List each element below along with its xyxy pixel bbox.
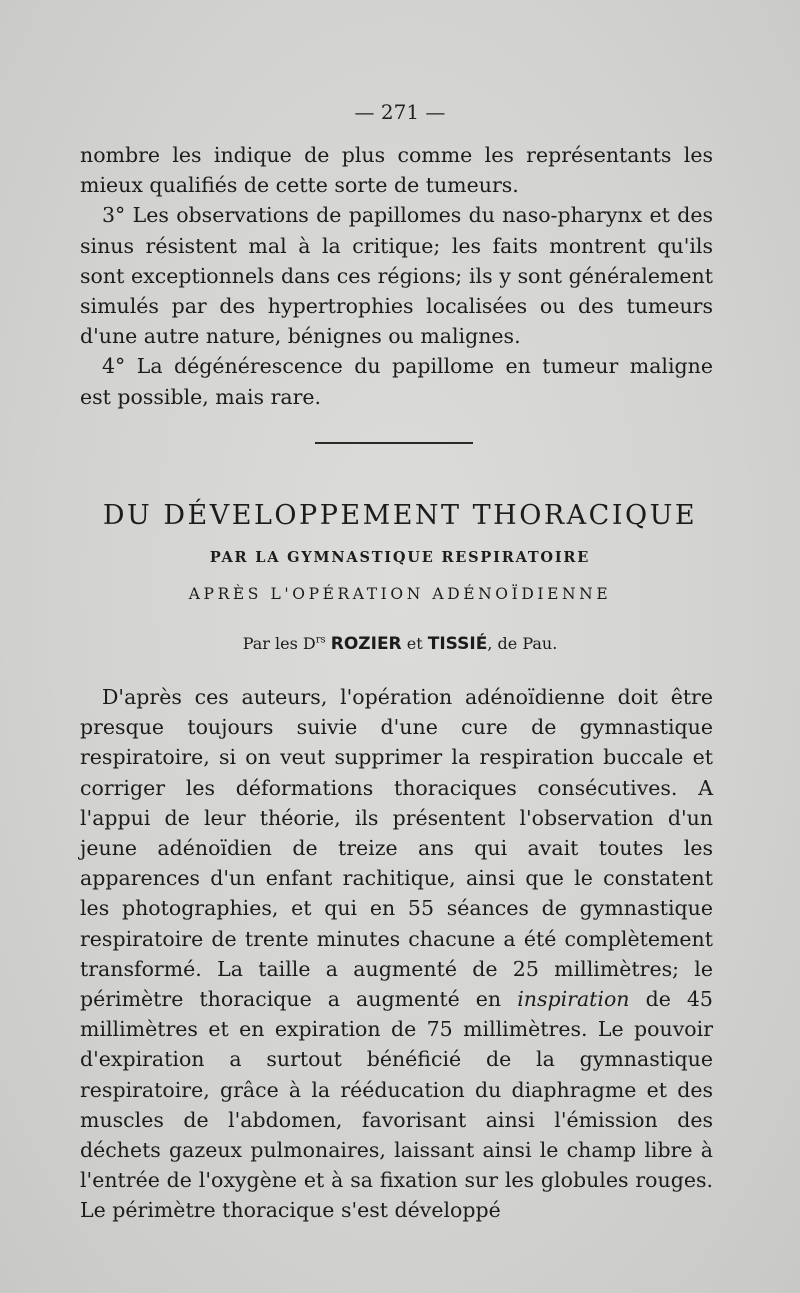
article-paragraph <box>80 682 713 1226</box>
author-2: TISSIÉ <box>427 634 488 654</box>
article-byline <box>0 634 800 654</box>
body-part-1: D'après ces auteurs, l'opération adénoïdienne doit être presque toujours suivie d'une cure de gymnastique respiratoire, si on veut supprimer la respiration buccale et corriger les déformations thoraciques consécutives. A l'appui de leur théorie, ils présentent l'observation d'un jeune adénoïdien de treize ans qui avait toutes les apparences d'un enfant rachitique, ainsi que le constatent les photographies, et qui en 55 séances de gymnastique respiratoire de trente minutes chacune a été complètement transformé. La taille a augmenté de 25 millimètres; le périmètre thoracique a augmenté en <box>80 685 713 1012</box>
section-divider <box>315 442 473 444</box>
page-number: — 271 — <box>354 100 446 124</box>
paragraph-point-4: 4° La dégénérescence du papillome en tumeur maligne est possible, mais rare. <box>80 354 713 409</box>
article-subtitle-1: PAR LA GYMNASTIQUE RESPIRATOIRE <box>209 549 591 566</box>
byline-and: et <box>406 634 423 653</box>
paragraph-continuation: nombre les indique de plus comme les représentants les mieux qualifiés de cette sorte de tumeurs. <box>80 143 713 198</box>
author-1: ROZIER <box>330 634 402 654</box>
article-subtitle-2: APRÈS L'OPÉRATION ADÉNOÏDIENNE <box>188 585 612 603</box>
body-part-2: de 45 millimètres et en expiration de 75 millimètres. Le pouvoir d'expiration a surtout bénéficié de la gymnastique respiratoire, grâce à la rééducation du diaphragme et des muscles de l'abdomen, favorisant ainsi l'émission des déchets gazeux pulmonaires, laissant ainsi le champ libre à l'entrée de l'oxygène et à sa fixation sur les globules rouges. Le périmètre thoracique s'est développé <box>80 987 713 1223</box>
article-body <box>80 682 713 1226</box>
paragraph-point-3: 3° Les observations de papillomes du naso-pharynx et des sinus résistent mal à la critique; les faits montrent qu'ils sont exceptionnels dans ces régions; ils y sont généralement simulés par des hypertrophies localisées ou des tumeurs d'une autre nature, bénignes ou malignes. <box>80 203 713 349</box>
byline-title-sup: rs <box>315 634 326 646</box>
body-italic-word: inspiration <box>517 987 630 1012</box>
byline-prefix: Par les D <box>242 634 316 653</box>
article-title: DU DÉVELOPPEMENT THORACIQUE <box>102 500 698 531</box>
previous-article-conclusion <box>80 140 713 412</box>
byline-suffix: , de Pau. <box>487 634 558 653</box>
